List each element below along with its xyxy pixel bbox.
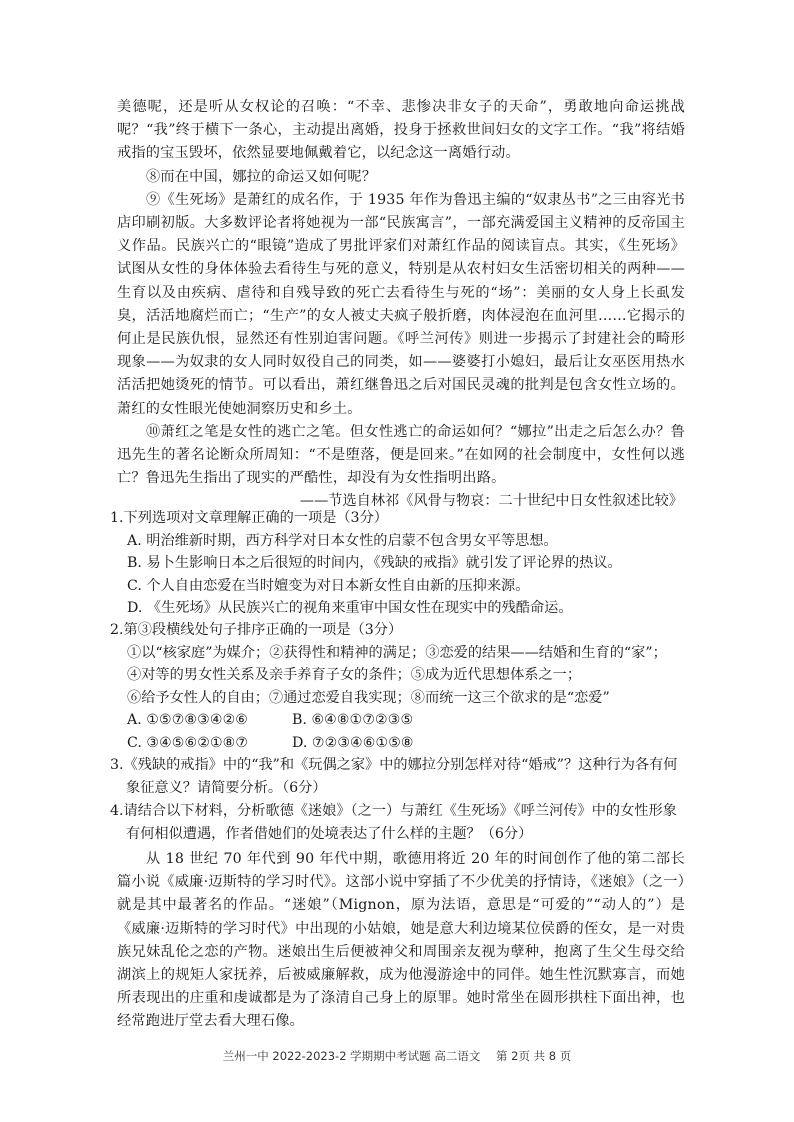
- question-2: [110, 619, 685, 755]
- question-4-material-text: 从 18 世纪 70 年代到 90 年代中期，歌德用将近 20 年的时间创作了他的第二部长篇小说《威廉·迈斯特的学习时代》。这部小说中穿插了不少优美的抒情诗，《迷娘》（之一）就是其中最著名的作品。“迷娘”（Mignon，原为法语，意思是“可爱的”“动人的”）是《威廉·迈斯特的学习时代》中出现的小姑娘，她是意大利边境某位侯爵的侄女，是一对贵族兄妹乱伦之恋的产物。迷娘出生后便被神父和周围亲友视为孽种，抱离了生父生母交给湖滨上的规矩人家抚养，后被威廉解救，成为他漫游途中的同伴。她生性沉默寡言，而她所表现出的庄重和虔诚都是为了涤清自己身上的原罪。她时常坐在圆形拱柱下面出神，也经常跑进厅堂去看大理石像。: [117, 851, 685, 1030]
- question-2-option-d: D. ⑦②③④⑥①⑤⑧: [292, 734, 414, 751]
- question-2-sentences-line-2: ④对等的男女性关系及亲手养育子女的条件；⑤成为近代思想体系之一；: [127, 667, 582, 684]
- passage-paragraph-7-continued: 美德呢，还是听从女权论的召唤：“不幸、悲惨决非女子的天命”，勇敢地向命运挑战呢？“我”终于横下一条心，主动提出离婚，投身于拯救世间妇女的文字工作。“我”将结婚戒指的宝玉毁坏，依然显要地佩戴着它，以纪念这一离婚行动。: [117, 99, 685, 162]
- question-3-title: 3.《残缺的戒指》中的“我”和《玩偶之家》中的娜拉分别怎样对待“婚戒”？这种行为各有何象征意义？请简要分析。（6分）: [110, 757, 678, 796]
- passage-paragraph-10: ⑩萧红之笔是女性的逃亡之笔。但女性逃亡的命运如何？“娜拉”出走之后怎么办？鲁迅先生的著名论断众所周知：“不是堕落，便是回来。”在如网的社会制度中，女性何以逃亡？鲁迅先生指出了现实的严酷性，却没有为女性指明出路。: [117, 423, 685, 487]
- question-2-option-b: B. ⑥④⑧①⑦②③⑤: [292, 712, 414, 729]
- question-2-option-c: C. ③④⑤⑥②①⑧⑦: [127, 734, 249, 751]
- question-1-option-d: D. 《生死场》从民族兴亡的视角来重审中国女性在现实中的残酷命运。: [127, 600, 573, 617]
- question-1-option-b: B. 易卜生影响日本之后很短的时间内，《残缺的戒指》就引发了评论界的热议。: [127, 555, 622, 572]
- question-2-options-row-1: [110, 709, 685, 732]
- question-2-sentences-line-3: ⑥给予女性人的自由；⑦通过恋爱自我实现；⑧而统一这三个欲求的是“恋爱”: [127, 689, 610, 706]
- passage-source: ——节选自林祁《风骨与物哀：二十世纪中日女性叙述比较》: [299, 493, 683, 510]
- question-1: [110, 507, 685, 620]
- question-4-title: 4.请结合以下材料，分析歌德《迷娘》（之一）与萧红《生死场》《呼兰河传》中的女性形象有何相似遭遇，作者借她们的处境表达了什么样的主题？（6分）: [110, 803, 677, 842]
- question-4-material: [117, 848, 685, 1034]
- question-2-options-row-2: [110, 732, 685, 755]
- question-3: [110, 754, 685, 799]
- footer-exam-title: 兰州一中 2022-2023-2 学期期中考试题 高二语文: [222, 1049, 481, 1063]
- question-1-title: 1.下列选项对文章理解正确的一项是（3分）: [110, 510, 388, 526]
- reading-passage: [117, 96, 685, 514]
- question-1-option-a: A. 明治维新时期，西方科学对日本女性的启蒙不包含男女平等思想。: [127, 532, 558, 549]
- passage-paragraph-8: ⑧而在中国，娜拉的命运又如何呢？: [146, 168, 377, 185]
- question-1-option-c: C. 个人自由恋爱在当时嬗变为对日本新女性自由新的压抑来源。: [127, 577, 530, 594]
- passage-paragraph-9: ⑨《生死场》是萧红的成名作，于 1935 年作为鲁迅主编的“奴隶丛书”之三由容光书店印刷初版。大多数评论者将她视为一部“民族寓言”，一部充满爱国主义精神的反帝国主义作品。民族兴亡的“眼镜”造成了男批评家们对萧红作品的阅读盲点。其实，《生死场》试图从女性的身体体验去看待生与死的意义，特别是从农村妇女生活密切相关的两种——生育以及由疾病、虐待和自残导致的死亡去看待生与死的“场”：美丽的女人身上长虱发臭，活活地腐烂而亡；“生产”的女人被丈夫疯子般折磨，肉体浸泡在血河里……它揭示的何止是民族仇恨，显然还有性别迫害问题。《呼兰河传》则进一步揭示了封建社会的畸形现象——为奴隶的女人同时奴役自己的同类，如——婆婆打小媳妇，最后让女巫医用热水活活把她烫死的情节。可以看出，萧红继鲁迅之后对国民灵魂的批判是包含女性立场的。萧红的女性眼光使她洞察历史和乡土。: [117, 191, 685, 417]
- question-2-title: 2.第③段横线处句子排序正确的一项是（3分）: [110, 622, 403, 638]
- question-4: [110, 800, 685, 845]
- question-2-option-a: A. ①⑤⑦⑧③④②⑥: [127, 712, 249, 729]
- footer-page-number: 第 2页 共 8 页: [496, 1049, 572, 1063]
- question-2-sentences-line-1: ①以“核家庭”为媒介；②获得性和精神的满足；③恋爱的结果——结婚和生育的“家”；: [127, 644, 667, 661]
- page-footer: [0, 1048, 794, 1064]
